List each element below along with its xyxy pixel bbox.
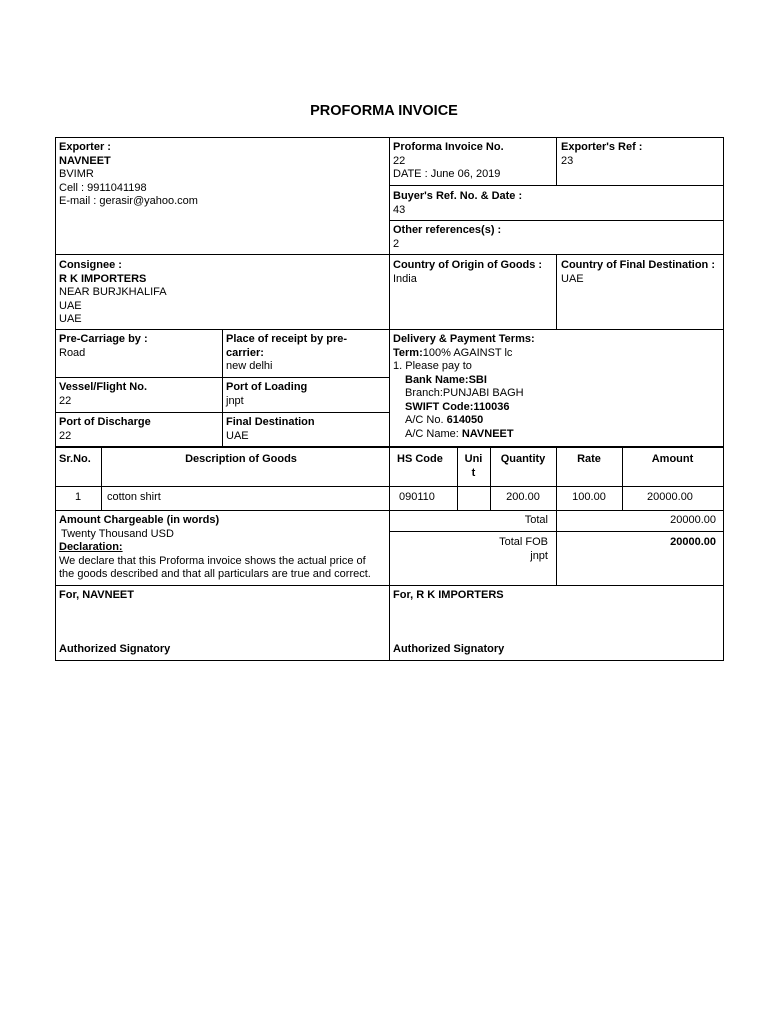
origin-block xyxy=(393,259,542,286)
exporters-ref-label: Exporter's Ref : xyxy=(561,141,643,153)
place-receipt-block xyxy=(226,333,384,374)
ac-name-label: A/C Name: xyxy=(405,427,459,440)
declaration-label: Declaration: xyxy=(59,541,123,553)
authorized-signatory-right: Authorized Signatory xyxy=(393,643,505,655)
invoice-date: DATE : June 06, 2019 xyxy=(393,168,501,180)
final-country-label: Country of Final Destination : xyxy=(561,259,715,271)
account-name xyxy=(393,428,535,442)
exporter-line: BVIMR xyxy=(59,168,94,180)
amount-words-label: Amount Chargeable (in words) xyxy=(59,514,220,526)
port-discharge-block xyxy=(59,416,151,443)
row-hs-code: 090110 xyxy=(399,491,435,503)
bank-name: Bank Name:SBI xyxy=(405,373,487,386)
vessel-block xyxy=(59,381,147,408)
total-label: Total xyxy=(524,514,548,526)
header-description: Description of Goods xyxy=(185,453,297,465)
exporters-ref-value: 23 xyxy=(561,154,574,167)
term-label: Term: xyxy=(393,346,423,359)
invoice-table xyxy=(55,137,724,661)
consignee-line: UAE xyxy=(59,299,82,312)
signature-for-consignee: For, R K IMPORTERS xyxy=(393,589,504,601)
port-discharge-value: 22 xyxy=(59,429,72,442)
fob-port: jnpt xyxy=(530,549,548,562)
header-unit-line: t xyxy=(471,466,476,479)
header-unit xyxy=(457,453,490,480)
delivery-label: Delivery & Payment Terms: xyxy=(393,333,535,345)
port-loading-block xyxy=(226,381,307,408)
origin-label: Country of Origin of Goods : xyxy=(393,259,543,271)
row-amount: 20000.00 xyxy=(647,491,693,503)
exporter-name: NAVNEET xyxy=(59,154,111,167)
invoice-number: 22 xyxy=(393,154,406,167)
header-unit-line: Uni xyxy=(464,453,483,465)
row-quantity: 200.00 xyxy=(506,491,540,503)
term-value: 100% AGAINST lc xyxy=(422,346,513,359)
pre-carriage-label: Pre-Carriage by : xyxy=(59,333,148,345)
exporter-label: Exporter : xyxy=(59,141,111,153)
swift-code: SWIFT Code:110036 xyxy=(405,400,510,413)
consignee-block xyxy=(59,259,167,327)
bank-branch: Branch:PUNJABI BAGH xyxy=(405,387,524,399)
authorized-signatory-left: Authorized Signatory xyxy=(59,643,171,655)
account-number xyxy=(393,414,535,428)
vessel-value: 22 xyxy=(59,394,72,407)
consignee-line: UAE xyxy=(59,313,82,325)
header-srno: Sr.No. xyxy=(59,453,91,465)
signature-for-exporter: For, NAVNEET xyxy=(59,589,134,601)
header-hs-code: HS Code xyxy=(397,453,443,465)
other-refs-label: Other references(s) : xyxy=(393,224,502,236)
total-value: 20000.00 xyxy=(670,514,716,526)
final-destination-block xyxy=(226,416,315,443)
pre-carriage-block xyxy=(59,333,148,360)
exporters-ref-block xyxy=(561,141,642,168)
row-srno: 1 xyxy=(74,491,82,503)
invoice-number-label: Proforma Invoice No. xyxy=(393,141,504,153)
header-quantity: Quantity xyxy=(500,453,546,465)
delivery-term xyxy=(393,347,535,361)
final-destination-value: UAE xyxy=(226,429,249,442)
amount-words-block xyxy=(59,514,385,582)
pre-carriage-value: Road xyxy=(59,346,86,359)
ac-no-value: 614050 xyxy=(446,414,484,426)
exporter-block xyxy=(59,141,198,209)
ac-name-value: NAVNEET xyxy=(461,427,514,440)
row-description: cotton shirt xyxy=(107,491,161,503)
consignee-label: Consignee : xyxy=(59,259,122,271)
document-title: PROFORMA INVOICE xyxy=(310,103,458,119)
ac-no-label: A/C No. xyxy=(405,414,444,426)
header-amount: Amount xyxy=(651,453,694,465)
exporter-email: E-mail : gerasir@yahoo.com xyxy=(59,195,198,207)
final-country-value: UAE xyxy=(561,272,584,285)
consignee-line: NEAR BURJKHALIFA xyxy=(59,286,167,298)
port-discharge-label: Port of Discharge xyxy=(59,416,151,428)
other-refs-value: 2 xyxy=(393,237,400,250)
fob-value: 20000.00 xyxy=(670,536,716,548)
row-rate: 100.00 xyxy=(572,491,606,503)
exporter-cell: Cell : 9911041198 xyxy=(59,181,147,194)
amount-words-value: Twenty Thousand USD xyxy=(61,527,174,540)
other-refs-block xyxy=(393,224,501,251)
fob-block xyxy=(390,536,548,563)
buyers-ref-block xyxy=(393,190,522,217)
place-receipt-label: Place of receipt by pre-carrier: xyxy=(226,333,348,359)
header-rate: Rate xyxy=(577,453,601,465)
declaration-text: the goods described and that all particulars are true and correct. xyxy=(59,568,371,580)
final-country-block xyxy=(561,259,715,286)
buyers-ref-label: Buyer's Ref. No. & Date : xyxy=(393,190,523,202)
delivery-terms-block xyxy=(393,333,535,441)
fob-label: Total FOB xyxy=(499,536,548,548)
place-receipt-value: new delhi xyxy=(226,360,273,372)
vessel-label: Vessel/Flight No. xyxy=(59,381,148,393)
invoice-number-block xyxy=(393,141,504,182)
port-loading-value: jnpt xyxy=(226,394,244,407)
consignee-name: R K IMPORTERS xyxy=(59,272,147,285)
port-loading-label: Port of Loading xyxy=(226,381,308,393)
pay-instruction: 1. Please pay to xyxy=(393,360,472,372)
buyers-ref-value: 43 xyxy=(393,203,406,216)
final-destination-label: Final Destination xyxy=(226,416,315,428)
declaration-text: We declare that this Proforma invoice shows the actual price of xyxy=(59,554,366,567)
origin-value: India xyxy=(393,272,417,285)
